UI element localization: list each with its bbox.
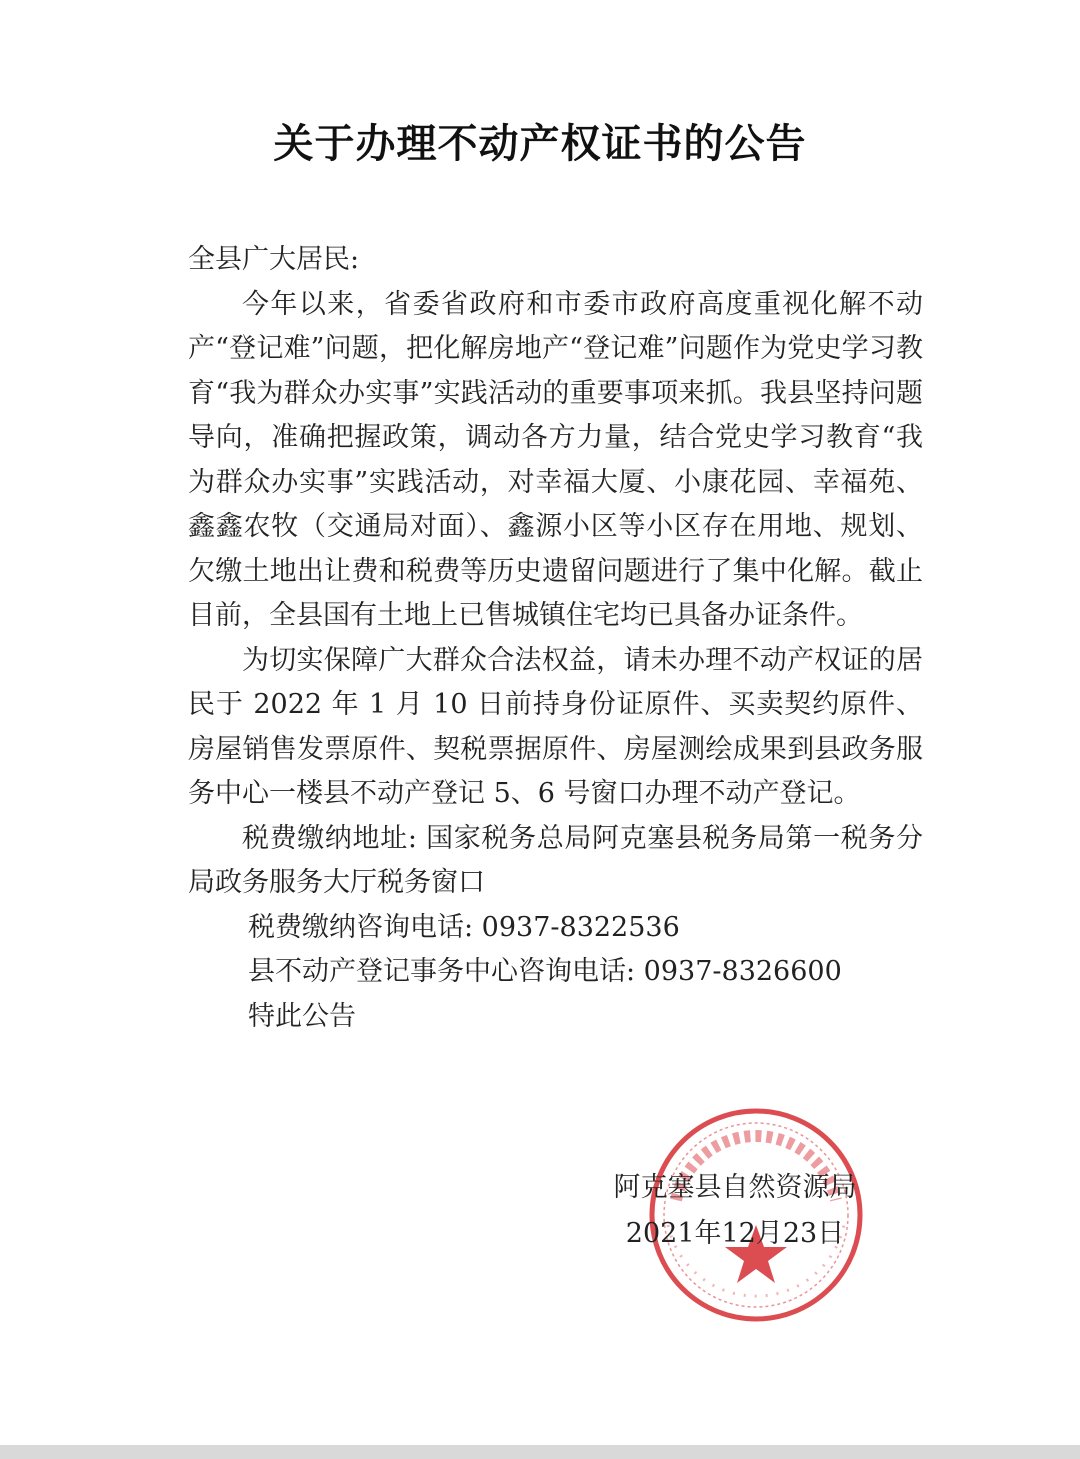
salutation: 全县广大居民:	[188, 244, 360, 275]
page-title: 关于办理不动产权证书的公告	[273, 120, 807, 167]
issue-date: 2021年12月23日	[625, 1218, 845, 1249]
registry-phone: 县不动产登记事务中心咨询电话: 0937-8326600	[248, 956, 842, 987]
closing-text: 特此公告	[248, 1000, 356, 1032]
notice-body	[188, 238, 923, 1039]
issuer-name: 阿克塞县自然资源局	[613, 1172, 857, 1203]
paragraph-instructions: 为切实保障广大群众合法权益，请未办理不动产权证的居民于 2022 年 1 月 10 日前持身份证原件、买卖契约原件、房屋销售发票原件、契税票据原件、房屋测绘成果到县政务服务中心一楼县不动产登记 5、6 号窗口办理不动产登记。	[188, 644, 923, 809]
tax-address: 税费缴纳地址: 国家税务总局阿克塞县税务局第一税务分局政务服务大厅税务窗口	[188, 822, 923, 898]
tax-phone: 税费缴纳咨询电话: 0937-8322536	[248, 911, 680, 943]
paragraph-background: 今年以来，省委省政府和市委市政府高度重视化解不动产“登记难”问题，把化解房地产“登记难”问题作为党史学习教育“我为群众办实事”实践活动的重要事项来抓。我县坚持问题导向，准确把握政策，调动各方力量，结合党史学习教育“我为群众办实事”实践活动，对幸福大厦、小康花园、幸福苑、鑫鑫农牧（交通局对面）、鑫源小区等小区存在用地、规划、欠缴土地出让费和税费等历史遗留问题进行了集中化解。截止目前，全县国有土地上已售城镇住宅均已具备办证条件。	[188, 288, 923, 631]
bottom-bar	[0, 1445, 1080, 1459]
signature-block	[600, 1165, 870, 1257]
